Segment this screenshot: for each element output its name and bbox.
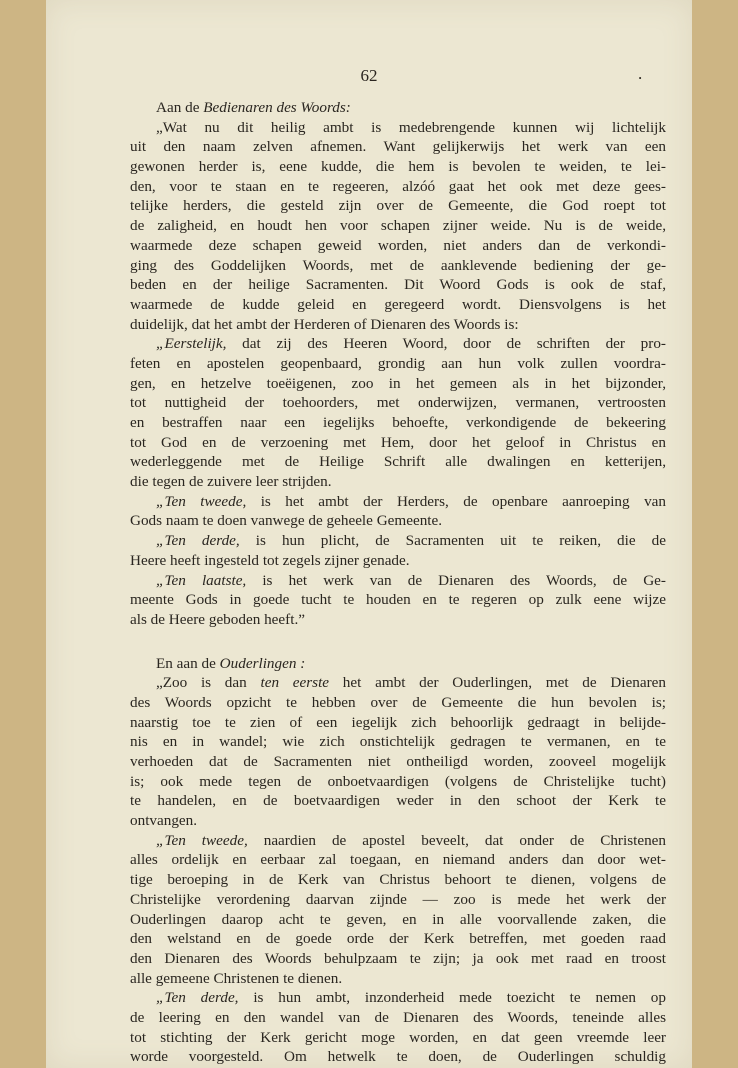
text-line: „Ten laatste, is het werk van de Dienaren des Woords, de Ge- (156, 571, 666, 589)
text-line: alle gemeene Christenen te dienen. (130, 969, 343, 987)
corner-mark: . (638, 64, 643, 83)
text-line: gewonen herder is, eene kudde, die hem is bevolen te weiden, te lei- (130, 158, 666, 176)
text-line: naarstig toe te zien of een iegelijk zich behoorlijk gedraagt in belijde- (130, 713, 666, 731)
text-line: „Ten tweede, naardien de apostel beveelt, dat onder de Christenen (156, 831, 666, 849)
text-line: Christelijke verordening daarvan zijnde — zoo is mede het werk der (130, 890, 666, 908)
text-line: uit den naam zelven afnemen. Want gelijkerwijs het werk van een (130, 138, 666, 156)
text-line: telijke herders, die gesteld zijn over de Gemeente, die God roept tot (130, 197, 666, 215)
section-heading-bedienaren: Aan de Bedienaren des Woords: (156, 99, 351, 116)
text-line: waarmede deze schapen geweid worden, niet anders dan de verkondi- (130, 236, 666, 254)
text-line: de zaligheid, en houdt hen voor schapen zijner weide. Nu is de weide, (130, 217, 666, 235)
text-line: wederleggende met de Heilige Schrift alle dwalingen en ketterijen, (130, 453, 666, 471)
text-line: des Woords opzicht te hebben over de Gemeente die hun bevolen is; (130, 693, 666, 711)
text-line: „Ten derde, is hun ambt, inzonderheid mede toezicht te nemen op (156, 989, 666, 1007)
text-line: waarmede de kudde geleid en geregeerd wordt. Diensvolgens is het (130, 295, 666, 313)
book-page (46, 0, 692, 1068)
text-line: de leering en den wandel van de Dienaren des Woords, teneinde alles (130, 1008, 666, 1026)
text-line: als de Heere geboden heeft.” (130, 610, 305, 628)
text-line: den Dienaren des Woords behulpzaam te zijn; ja ook met raad en troost (130, 949, 666, 967)
text-line: „Ten derde, is hun plicht, de Sacramenten uit te reiken, die de (156, 532, 667, 550)
text-line: „Eerstelijk, dat zij des Heeren Woord, door de schriften der pro- (156, 335, 666, 353)
text-line: tige beroeping in de Kerk van Christus behoort te dienen, volgens de (130, 871, 666, 889)
text-line: tot God en de verzoening met Hem, door het geloof in Christus en (130, 433, 666, 451)
text-line: Gods naam te doen vanwege de geheele Gemeente. (130, 512, 443, 530)
text-line: die tegen de zuivere leer strijden. (130, 473, 332, 491)
section-gap (130, 630, 666, 654)
text-line: te handelen, en de boetvaardigen weder in den schoot der Kerk te (130, 792, 666, 810)
page-body (130, 98, 666, 1067)
text-line: Ouderlingen daarop acht te geven, en in alle voorvallende zaken, die (130, 910, 666, 928)
text-line: „Zoo is dan ten eerste het ambt der Ouderlingen, met de Dienaren (156, 674, 666, 692)
text-line: ontvangen. (130, 812, 198, 830)
text-line: Heere heeft ingesteld tot zegels zijner genade. (130, 551, 410, 569)
text-line: alles ordelijk en eerbaar zal toegaan, en niemand anders dan door wet- (130, 851, 666, 869)
text-line: „Wat nu dit heilig ambt is medebrengende kunnen wij lichtelijk (156, 118, 666, 136)
text-line: is; ook mede tegen de onboetvaardigen (volgens de Christelijke tucht) (130, 772, 666, 790)
text-line: tot stichting der Kerk gericht moge worden, en dat geen vreemde leer (130, 1028, 666, 1046)
text-line: worde voorgesteld. Om hetwelk te doen, de Ouderlingen schuldig (130, 1048, 666, 1066)
text-line: „Ten tweede, is het ambt der Herders, de openbare aanroeping van (156, 492, 666, 510)
text-line: tot nuttigheid der toehoorders, met onderwijzen, vermanen, vertroosten (130, 394, 666, 412)
text-line: verhoeden dat de Sacramenten niet ontheiligd worden, zooveel mogelijk (130, 753, 666, 770)
page-number: 62 (360, 66, 378, 85)
text-line: gen, en hetzelve toeëigenen, zoo in het gemeen als in het bijzonder, (130, 374, 666, 392)
section-heading-ouderlingen: En aan de Ouderlingen : (156, 654, 306, 672)
text-line: den, voor te staan en te regeeren, alzóó gaat het ook met deze gees- (130, 177, 666, 195)
text-line: en bestraffen naar een iegelijks behoefte, verkondigende de bekeering (130, 414, 666, 431)
text-line: den welstand en de goede orde der Kerk betreffen, met goeden raad (130, 930, 666, 948)
text-line: duidelijk, dat het ambt der Herderen of Dienaren des Woords is: (130, 315, 519, 333)
text-line: meente Gods in goede tucht te houden en te regeren op zulk eene wijze (130, 591, 666, 609)
text-line: feten en apostelen geopenbaard, grondig aan hun volk zullen voordra- (130, 354, 666, 372)
text-line: ging des Goddelijken Woords, met de aanklevende bediening der ge- (130, 256, 666, 274)
text-line: nis en in wandel; wie zich onstichtelijk gedragen te vermanen, en te (130, 733, 666, 751)
text-line: beden en der heilige Sacramenten. Dit Woord Gods is ook de staf, (130, 276, 666, 294)
